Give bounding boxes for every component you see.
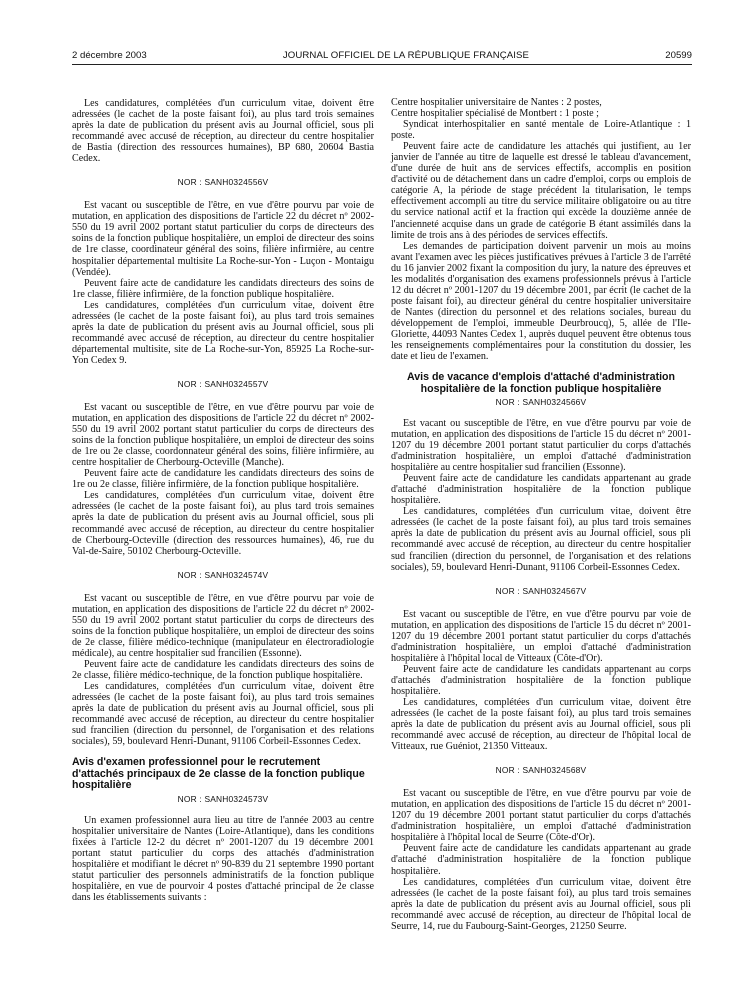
nor-reference: NOR : SANH0324557V (177, 378, 269, 389)
paragraph: Est vacant ou susceptible de l'être, en vue d'être pourvu par voie de mutation, en application des dispositions de l'article 15 du décret nº 2001-1207 du 19 décembre 2001 portant statut particulier du corps d'attachés d'administration hospitalière, un emploi d'attaché d'administration hospitalière à l'hôpital local de Vitteaux (Côte-d'Or). (391, 608, 691, 664)
paragraph: Est vacant ou susceptible de l'être, en vue d'être pourvu par voie de mutation, en application des dispositions de l'article 15 du décret nº 2001-1207 du 19 décembre 2001 portant statut particulier du corps d'attachés d'administration hospitalière, un emploi d'attaché d'administration hospitalière à l'hôpital local de Seurre (Côte-d'Or). (391, 788, 691, 844)
header-rule (72, 64, 692, 65)
paragraph: Les candidatures, complétées d'un curriculum vitae, doivent être adressées (le cachet de la poste faisant foi), au plus tard trois semaines après la date de publication du présent avis au Journal officiel, sous pli recommandé avec accusé de réception, au directeur du centre hospitalier sud francilien (direction du personnel, de l'organisation et des relations sociales), 59, boulevard Henri-Dunant, 91106 Corbeil-Essonnes Cedex. (72, 681, 374, 748)
left-column (72, 98, 374, 903)
nor-reference: NOR : SANH0324566V (495, 396, 587, 407)
paragraph: Un examen professionnel aura lieu au titre de l'année 2003 au centre hospitalier universitaire de Nantes (Loire-Atlantique), dans les conditions fixées à l'article 12-2 du décret nº 2001-1207 du 19 décembre 2001 portant statut particulier du corps des attachés d'administration hospitalière et modifiant le décret nº 90-839 du 21 septembre 1990 portant statut particulier des personnels administratifs de la fonction publique hospitalière, en vue de pourvoir 4 postes d'attaché principal de 2e classe dans les établissements suivants : (72, 814, 374, 903)
paragraph: Peuvent faire acte de candidature les candidats directeurs des soins de 2e classe, filière médico-technique, de la fonction publique hospitalière. (72, 658, 374, 681)
paragraph: Est vacant ou susceptible de l'être, en vue d'être pourvu par voie de mutation, en application des dispositions de l'article 22 du décret nº 2002-550 du 19 avril 2002 portant statut particulier du corps de directeurs des soins de la fonction publique hospitalière, un emploi de directeur des soins de 1re classe, coordinateur général des soins, filière infirmière, au centre hospitalier départemental multisite La Roche-sur-Yon - Luçon - Montaigu (Vendée). (72, 200, 374, 278)
section-title-exam: Avis d'examen professionnel pour le recrutement d'attachés principaux de 2e classe de la fonction publique hospitalière (72, 756, 365, 792)
nor-reference: NOR : SANH0324567V (495, 585, 587, 596)
page-header (72, 48, 692, 62)
paragraph: Les candidatures, complétées d'un curriculum vitae, doivent être adressées (le cachet de la poste faisant foi), au plus tard trois semaines après la date de publication du présent avis au Journal officiel, sous pli recommandé avec accusé de réception, au directeur du centre hospitalier départemental multisite, site de La Roche-sur-Yon, 85925 La Roche-sur-Yon Cedex 9. (72, 299, 374, 366)
nor-reference: NOR : SANH0324568V (495, 765, 587, 776)
nor-reference: NOR : SANH0324573V (177, 793, 269, 804)
paragraph: Les candidatures, complétées d'un curriculum vitae, doivent être adressées (le cachet de la poste faisant foi), au plus tard trois semaines après la date de publication du présent avis au Journal officiel, sous pli recommandé avec accusé de réception, au directeur du centre hospitalier de Bastia (direction des ressources humaines), BP 680, 20604 Bastia Cedex. (72, 98, 374, 165)
paragraph: Peuvent faire acte de candidature les candidats directeurs des soins de 1re ou 2e classe, filière infirmière, de la fonction publique hospitalière. (72, 468, 374, 491)
list-item: Centre hospitalier spécialisé de Montbert : 1 poste ; (391, 108, 599, 120)
paragraph: Les demandes de participation doivent parvenir un mois au moins avant l'examen avec les pièces justificatives prévues à l'article 3 de l'arrêté du 16 janvier 2002 fixant la composition du jury, la nature des épreuves et les modalités d'organisation des examens professionnels prévus à l'article 12 du décret nº 2001-1207 du 19 décembre 2001, par écrit (le cachet de la poste faisant foi), au directeur général du centre hospitalier universitaire de Nantes (direction du personnel et des relations sociales, bureau du développement de l'emploi, immeuble Deurbroucq), 5, allée de l'Ile-Gloriette, 44093 Nantes Cedex 1, auprès duquel peuvent être obtenus tous les renseignements complémentaires pour la constitution du dossier, les date et lieu de l'examen. (391, 240, 691, 363)
header-date: 2 décembre 2003 (72, 49, 147, 61)
paragraph: Peuvent faire acte de candidature les candidats directeurs des soins de 1re classe, filière infirmière, de la fonction publique hospitalière. (72, 277, 374, 300)
paragraph: Peuvent faire acte de candidature les candidats appartenant au grade d'attaché d'administration hospitalière de la fonction publique hospitalière. (391, 843, 691, 877)
header-page-number: 20599 (665, 49, 692, 61)
paragraph: Peuvent faire acte de candidature les candidats appartenant au corps d'attachés d'administration hospitalière de la fonction publique hospitalière. (391, 663, 691, 697)
paragraph: Est vacant ou susceptible de l'être, en vue d'être pourvu par voie de mutation, en application des dispositions de l'article 15 du décret nº 2001-1207 du 19 décembre 2001 portant statut particulier du corps d'attachés d'administration hospitalière, un emploi d'attaché d'administration hospitalière au centre hospitalier sud francilien (Essonne). (391, 417, 691, 474)
list-item: Centre hospitalier universitaire de Nantes : 2 postes, (391, 97, 602, 108)
header-journal-title: JOURNAL OFFICIEL DE LA RÉPUBLIQUE FRANÇAISE (282, 49, 530, 61)
paragraph: Les candidatures, complétées d'un curriculum vitae, doivent être adressées (le cachet de la poste faisant foi), au plus tard trois semaines après la date de publication du présent avis au Journal officiel, sous pli recommandé avec accusé de réception, au directeur de l'hôpital local de Seurre, 14, rue du Faubourg-Saint-Georges, 21250 Seurre. (391, 876, 691, 932)
paragraph: Est vacant ou susceptible de l'être, en vue d'être pourvu par voie de mutation, en application des dispositions de l'article 22 du décret nº 2002-550 du 19 avril 2002 portant statut particulier du corps de directeurs des soins de la fonction publique hospitalière, un emploi de directeur des soins de 1re ou 2e classe, coordonnateur général des soins, filière infirmière, au centre hospitalier de Cherbourg-Octeville (Manche). (72, 401, 374, 469)
right-column (391, 97, 691, 932)
paragraph: Les candidatures, complétées d'un curriculum vitae, doivent être adressées (le cachet de la poste faisant foi), au plus tard trois semaines après la date de publication du présent avis au Journal officiel, sous pli recommandé avec accusé de réception, au directeur du centre hospitalier de Cherbourg-Octeville (direction des ressources humaines), 46, rue du Val-de-Saire, 50102 Cherbourg-Octeville. (72, 490, 374, 557)
list-item: Syndicat interhospitalier en santé mentale de Loire-Atlantique : 1 poste. (391, 119, 691, 142)
section-title-vacancy: Avis de vacance d'emplois d'attaché d'administration hospitalière de la fonction publique hospitalière (407, 371, 675, 395)
paragraph: Les candidatures, complétées d'un curriculum vitae, doivent être adressées (le cachet de la poste faisant foi), au plus tard trois semaines après la date de publication du présent avis au Journal officiel, sous pli recommandé avec accusé de réception, au directeur de l'hôpital local de Vitteaux, rue Guéniot, 21350 Vitteaux. (391, 696, 691, 753)
paragraph: Peuvent faire acte de candidature les candidats appartenant au grade d'attaché d'administration hospitalière de la fonction publique hospitalière. (391, 473, 691, 507)
nor-reference: NOR : SANH0324556V (177, 177, 269, 188)
paragraph: Est vacant ou susceptible de l'être, en vue d'être pourvu par voie de mutation, en application des dispositions de l'article 22 du décret nº 2002-550 du 19 avril 2002 portant statut particulier du corps de directeurs des soins de la fonction publique hospitalière, un emploi de directeur des soins de 2e classe, filière médico-technique (manipulateur en électroradiologie médicale), au centre hospitalier sud francilien (Essonne). (72, 592, 374, 659)
paragraph: Les candidatures, complétées d'un curriculum vitae, doivent être adressées (le cachet de la poste faisant foi), au plus tard trois semaines après la date de publication du présent avis au Journal officiel, sous pli recommandé avec accusé de réception, au directeur du centre hospitalier sud francilien (direction du personnel, de l'organisation et des relations sociales), 59, boulevard Henri-Dunant, 91106 Corbeil-Essonnes Cedex. (391, 506, 691, 573)
paragraph: Peuvent faire acte de candidature les attachés qui justifient, au 1er janvier de l'année au titre de laquelle est dressé le tableau d'avancement, d'une durée de huit ans de services effectifs, accomplis en position d'activité ou de détachement dans un cadre d'emploi, corps ou emplois de catégorie A, la période de stage précédent la titularisation, le temps effectivement accompli au titre du service militaire obligatoire ou au titre du service national actif et la fraction qui excède la douzième année de l'ancienneté acquise dans un grade de catégorie B étant assimilés dans la limite de trois ans à des périodes de services effectifs. (391, 141, 691, 241)
nor-reference: NOR : SANH0324574V (177, 569, 269, 580)
